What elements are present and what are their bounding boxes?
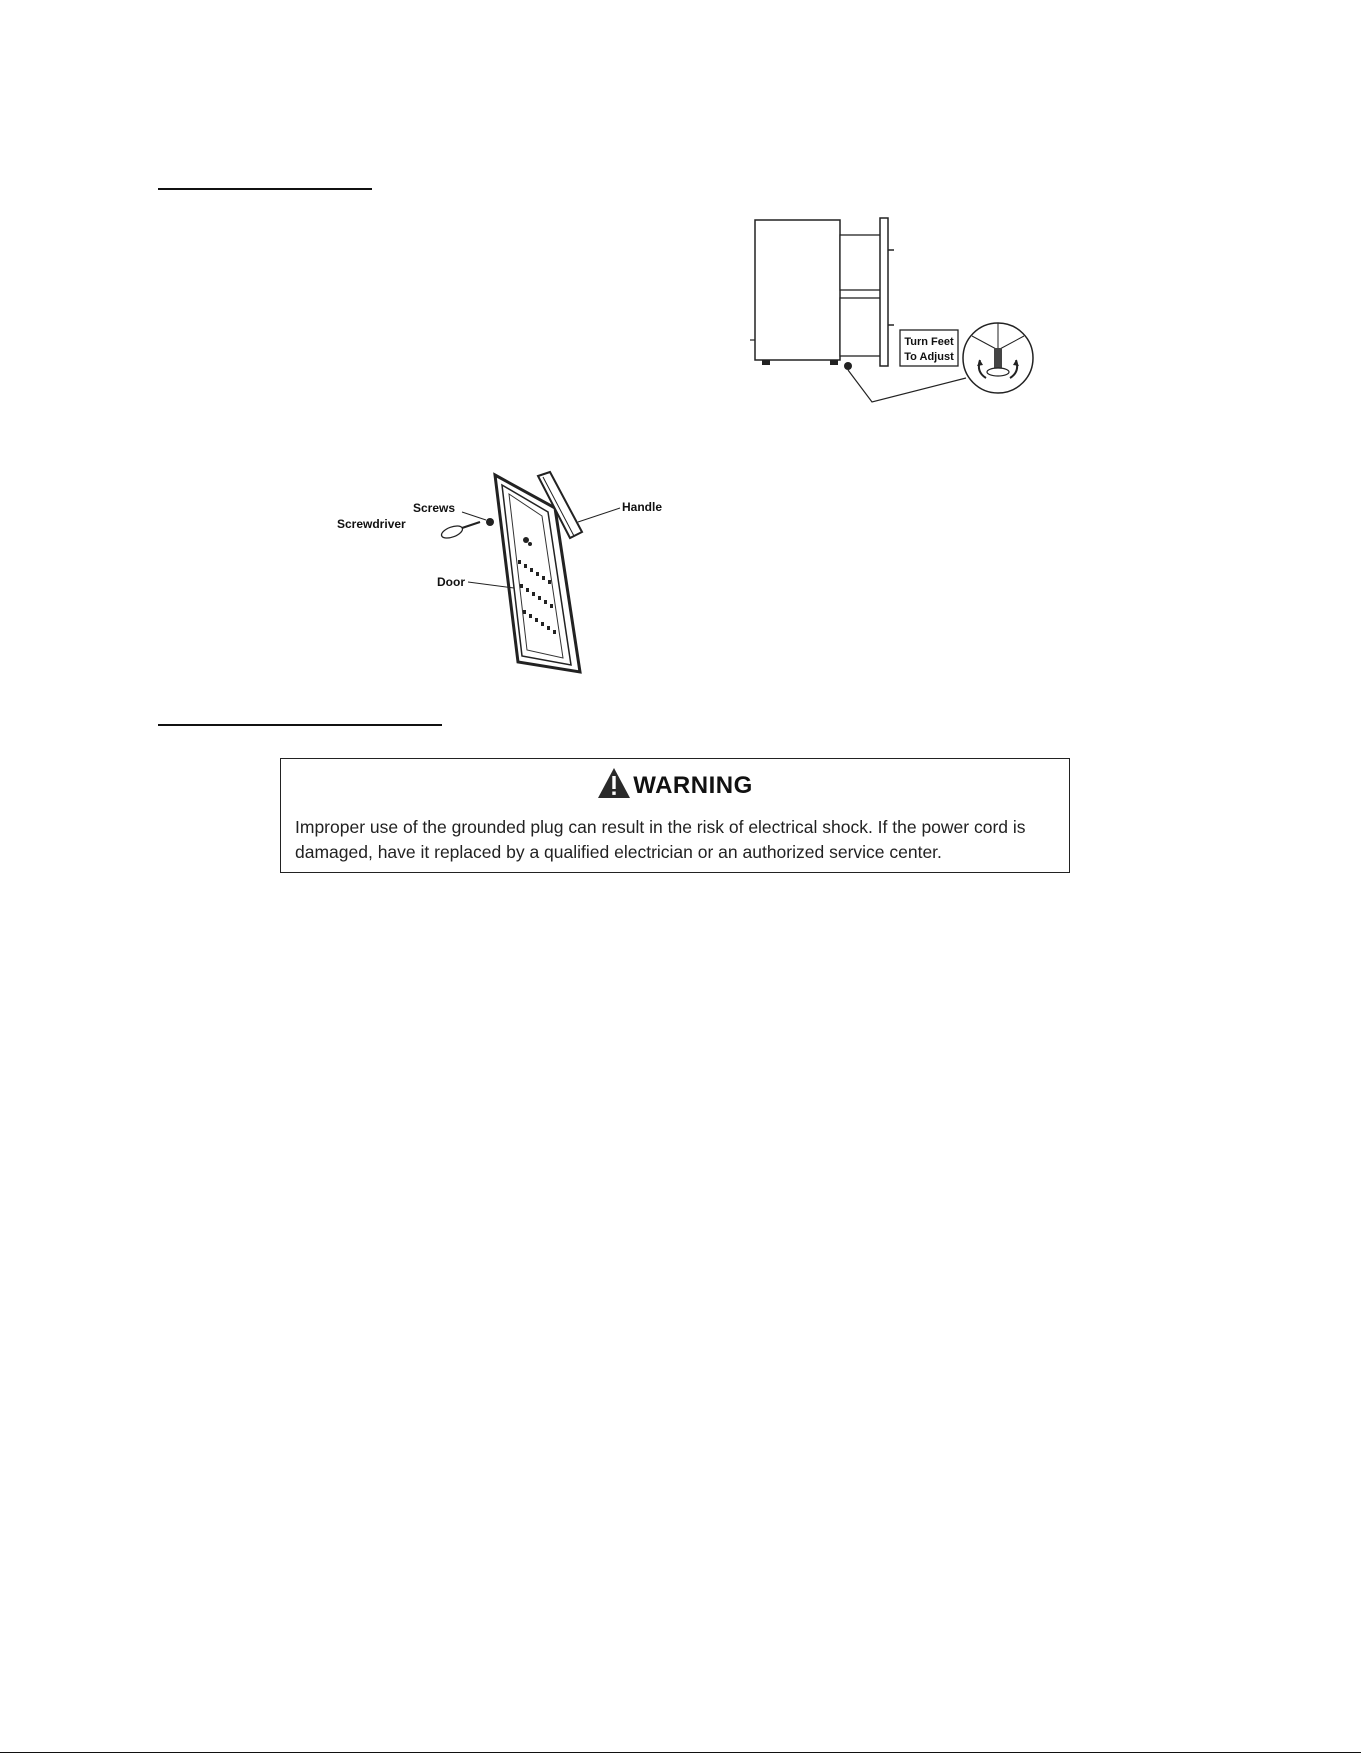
section-heading-rule-2 <box>158 724 442 726</box>
foot-rear <box>762 360 770 365</box>
door-handle-diagram <box>330 460 690 680</box>
warning-body <box>295 815 1059 865</box>
callout-line-1: Turn Feet <box>904 336 954 348</box>
warning-title: WARNING <box>633 772 753 799</box>
warning-body-line-2: damaged, have it replaced by a qualified electrician or an authorized service center. <box>295 842 942 862</box>
warning-triangle-icon <box>597 767 631 806</box>
warning-box <box>280 758 1070 873</box>
screw-icon <box>486 518 494 526</box>
label-door: Door <box>437 575 465 589</box>
warning-body-line-1: Improper use of the grounded plug can result in the risk of electrical shock. If the power cord is <box>295 817 1026 837</box>
lower-drawer <box>840 298 885 356</box>
screwdriver-icon <box>440 522 480 540</box>
label-screws: Screws <box>413 501 456 515</box>
label-screwdriver: Screwdriver <box>337 517 406 531</box>
leveling-legs-diagram <box>740 210 1070 410</box>
section-heading-rule-1 <box>158 188 372 190</box>
foot-middle <box>830 360 838 365</box>
warning-title-row <box>281 767 1069 806</box>
callout-line-2: To Adjust <box>904 351 954 363</box>
footer-rule <box>0 1752 1361 1753</box>
adjustable-foot <box>844 362 852 370</box>
cabinet-body <box>755 220 840 360</box>
front-panel <box>880 218 888 366</box>
label-handle: Handle <box>622 500 663 514</box>
upper-drawer <box>840 235 885 290</box>
